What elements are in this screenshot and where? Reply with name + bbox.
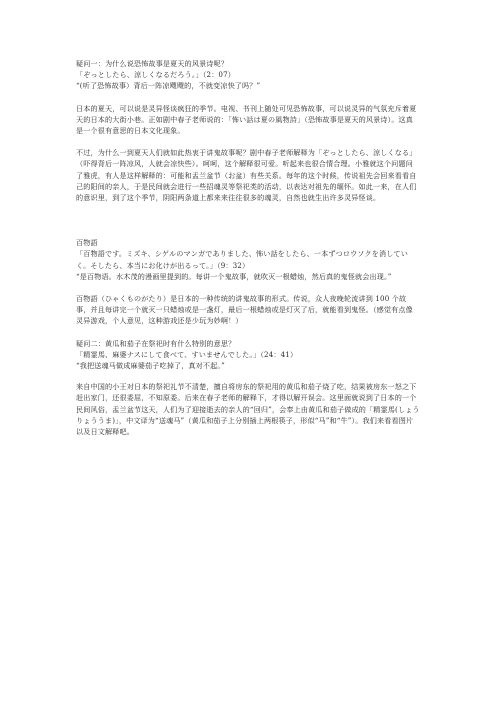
question-two-paragraph: 来自中国的小王对日本的祭祀礼节不清楚，擅自将房东的祭祀用的黄瓜和茄子烧了吃，结果被房东一怒之下赶出家门，还很委屈，不知原委。后来在春子老师的解释下，才得以解开误会。这里面就说到了日本的一个民间风俗，盂兰盆节这天，人们为了迎接逝去的亲人的“回归”，会奉上由黄瓜和茄子做成的「精霊馬(しょうりょううま)」，中文译为“送魂马”（黄瓜和茄子上分别插上两根筷子，形似“马”和“牛”）。我们来看看图片以及日文解释吧。 (76, 382, 420, 437)
question-one-paragraph-1: 日本的夏天，可以说是灵异怪谈疯狂的季节。电视、书刊上随处可见恐怖故事，可以说灵异的气氛充斥着夏天的日本的大街小巷。正如剧中春子老师说的：「怖い話は夏の風物詩」（恐怖故事是夏天的风景诗）。这真是一个很有意思的日本文化现象。 (76, 103, 417, 136)
question-two-quote: 「精霊馬、麻婆ナスにして食べて、すいませんでした。」（24：41） (76, 349, 298, 359)
hyakumonogatari-paragraph: 百物語（ひゃくものがたり）是日本的一种传统的讲鬼故事的形式。传说，众人夜晚轮流讲到 100 个故事，并且每讲完一个就灭一只蜡烛或是一盏灯，最后一根蜡烛或是灯灭了后，就能看到鬼怪。（感觉有点像灵异游戏，个人意见，这种游戏还是少玩为妙啊！） (76, 294, 413, 326)
question-one-translation: “(听了恐怖故事）背后一阵凉飕飕的，不就变凉快了吗？” (76, 81, 261, 91)
hyakumonogatari-translation: “是百物语。水木茂的漫画里提到的。每讲一个鬼故事，就吹灭一根蜡烛，然后真的鬼怪就会出现。” (76, 271, 392, 281)
question-one-paragraph-2: 不过，为什么一到夏天人们就如此热衷于讲鬼故事呢？剧中春子老师解释为「ぞっとしたら、涼しくなる」（吓得背后一阵凉风，人就会凉快些）。呵呵，这个解释很可爱。听起来也很合情合理。小雅就这个问题问了雅虎，有人是这样解释的：可能和盂兰盆节（お盆）有些关系。每年的这个时候，传说祖先会回来看看自己的阳间的亲人，于是民间就会进行一些招魂灵等祭祀类的活动，以表达对祖先的缅怀。如此一来，在人们的意识里，到了这个季节，阴阳两条道上都来来往往很多的魂灵，自然也就生出许多灵异怪谈。 (76, 148, 417, 203)
hyakumonogatari-quote: 「百物語です。ミズキ、シゲルのマンガでありました、怖い話をしたら、一本ずつロウソクを消していく。そしたら、本当にお化けが出るって。」（9：32） (76, 249, 409, 270)
question-two-translation: “我把送魂马做成麻婆茄子吃掉了，真对不起。” (76, 361, 225, 371)
question-one-quote: 「ぞっとしたら、涼しくなるだろう。」（2：07） (76, 70, 236, 80)
hyakumonogatari-title: 百物語 (76, 238, 98, 248)
question-two-title: 疑问二：黄瓜和茄子在祭祀时有什么特别的意思？ (76, 338, 236, 348)
question-one-title: 疑问一：为什么说恐怖故事是夏天的风景诗呢？ (76, 59, 229, 68)
